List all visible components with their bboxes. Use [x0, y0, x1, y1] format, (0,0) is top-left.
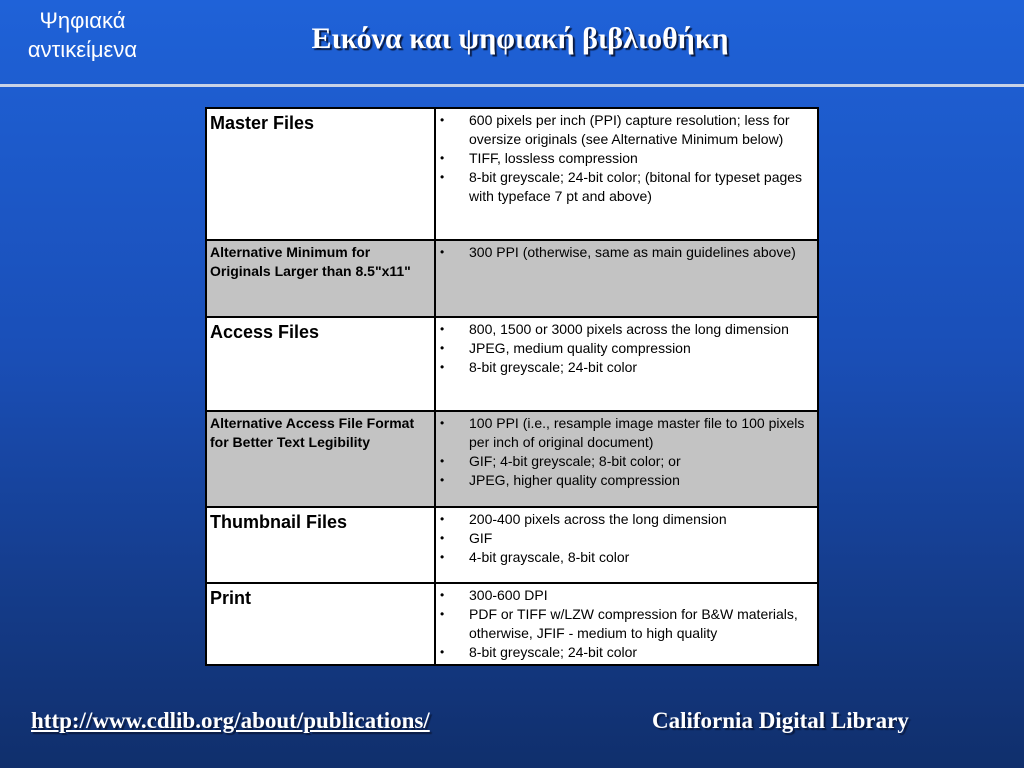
bullet-item: • JPEG, higher quality compression	[439, 471, 814, 490]
table-row	[206, 583, 818, 665]
row-label-cell	[206, 108, 435, 240]
bullet-item: • 800, 1500 or 3000 pixels across the long dimension	[439, 320, 814, 339]
bullet-item: • 300-600 DPI	[439, 586, 814, 605]
credit-text: California Digital Library	[652, 708, 909, 733]
bullet-item: • TIFF, lossless compression	[439, 149, 814, 168]
bullet-item: • GIF; 4-bit greyscale; 8-bit color; or	[439, 452, 814, 471]
bullet-item: • PDF or TIFF w/LZW compression for B&W materials, otherwise, JFIF - medium to high quality	[439, 605, 814, 643]
section-label: Ψηφιακά αντικείμενα	[27, 8, 138, 62]
row-label: Alternative Minimum for Originals Larger than 8.5"x11"	[210, 244, 411, 279]
row-label: Access Files	[210, 322, 320, 342]
bullet-list	[439, 243, 814, 262]
row-label: Alternative Access File Format for Better Text Legibility	[210, 415, 415, 450]
bullet-list	[439, 586, 814, 662]
row-label-cell	[206, 583, 435, 665]
slide-title: Εικόνα και ψηφιακή βιβλιοθήκη	[311, 22, 729, 55]
row-label: Master Files	[210, 113, 315, 133]
table-row	[206, 108, 818, 240]
source-link[interactable]: http://www.cdlib.org/about/publications/	[31, 708, 430, 733]
row-label: Thumbnail Files	[210, 512, 348, 532]
row-details-cell	[435, 240, 818, 317]
title-divider	[0, 84, 1024, 87]
table-row	[206, 240, 818, 317]
row-label-cell	[206, 240, 435, 317]
bullet-item: • 300 PPI (otherwise, same as main guidelines above)	[439, 243, 814, 262]
bullet-list	[439, 111, 814, 206]
row-details-cell	[435, 317, 818, 411]
row-details-cell	[435, 411, 818, 507]
bullet-item: • 200-400 pixels across the long dimension	[439, 510, 814, 529]
bullet-item: • JPEG, medium quality compression	[439, 339, 814, 358]
row-details-cell	[435, 108, 818, 240]
imaging-guidelines-table	[205, 107, 819, 666]
row-details-cell	[435, 583, 818, 665]
bullet-item: • GIF	[439, 529, 814, 548]
bullet-item: • 8-bit greyscale; 24-bit color; (bitonal for typeset pages with typeface 7 pt and above)	[439, 168, 814, 206]
bullet-item: • 4-bit grayscale, 8-bit color	[439, 548, 814, 567]
row-label: Print	[210, 588, 252, 608]
bullet-list	[439, 510, 814, 567]
row-label-cell	[206, 507, 435, 583]
bullet-item: • 8-bit greyscale; 24-bit color	[439, 643, 814, 662]
row-label-cell	[206, 411, 435, 507]
table-row	[206, 507, 818, 583]
bullet-list	[439, 414, 814, 490]
bullet-item: • 8-bit greyscale; 24-bit color	[439, 358, 814, 377]
table-row	[206, 317, 818, 411]
bullet-list	[439, 320, 814, 377]
table-row	[206, 411, 818, 507]
row-label-cell	[206, 317, 435, 411]
bullet-item: • 600 pixels per inch (PPI) capture resolution; less for oversize originals (see Alternative Minimum below)	[439, 111, 814, 149]
bullet-item: • 100 PPI (i.e., resample image master file to 100 pixels per inch of original document)	[439, 414, 814, 452]
row-details-cell	[435, 507, 818, 583]
